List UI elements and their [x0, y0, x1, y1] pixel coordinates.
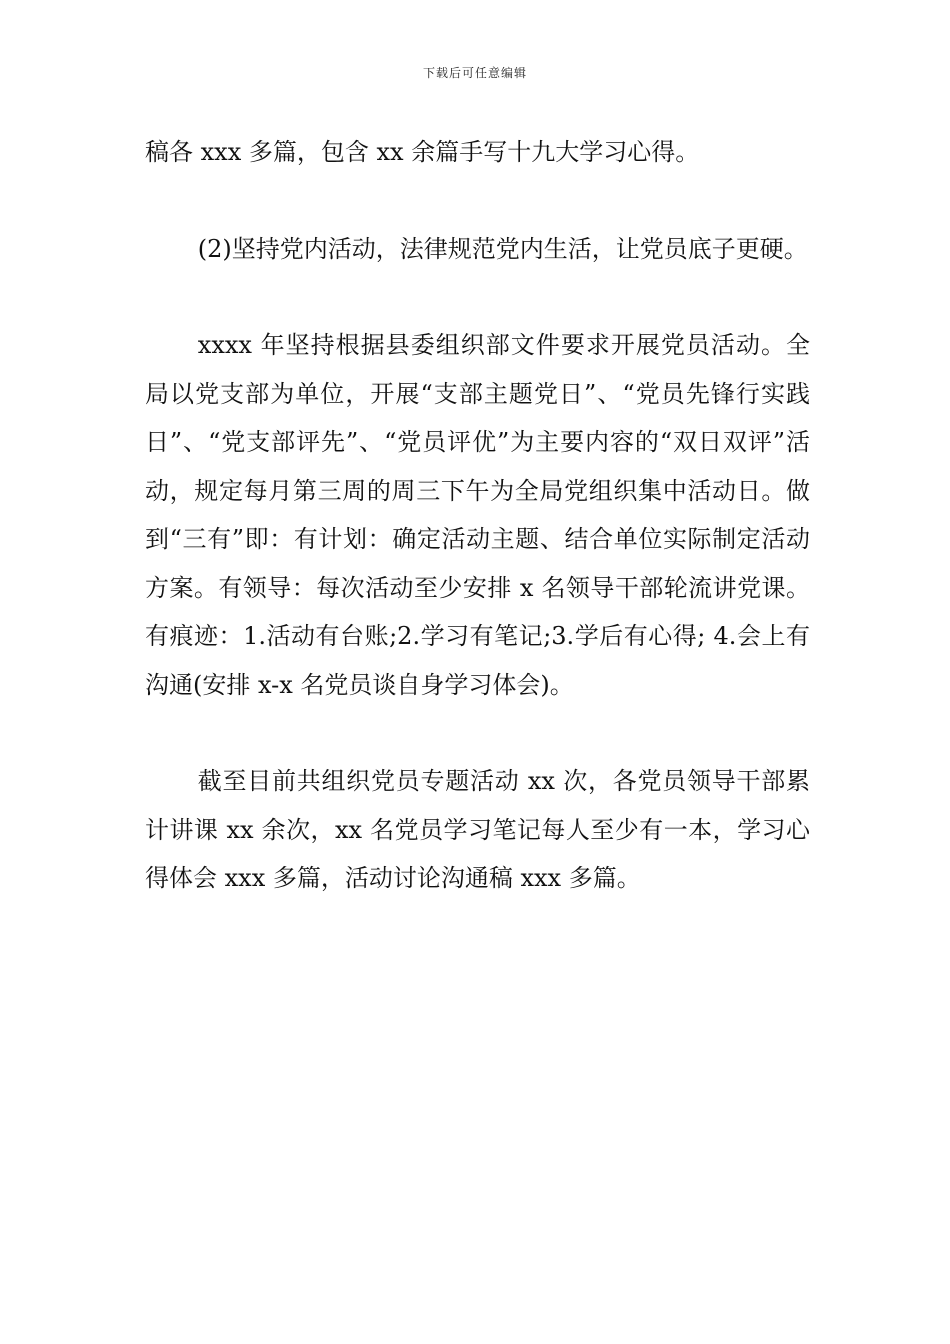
paragraph-activities: xxxx 年坚持根据县委组织部文件要求开展党员活动。全局以党支部为单位，开展“支部主题党日”、“党员先锋行实践日”、“党支部评先”、“党员评优”为主要内容的“双日双评”活动，规定每月第三周的周三下午为全局党组织集中活动日。做到“三有”即：有计划：确定活动主题、结合单位实际制定活动方案。有领导：每次活动至少安排 x 名领导干部轮流讲党课。有痕迹：1.活动有台账;2.学习有笔记;3.学后有心得; 4.会上有沟通(安排 x-x 名党员谈自身学习体会)。 — [145, 331, 810, 699]
page-header: 下载后可任意编辑 — [422, 66, 527, 80]
paragraph-summary: 截至目前共组织党员专题活动 xx 次，各党员领导干部累计讲课 xx 余次，xx 名党员学习笔记每人至少有一本，学习心得体会 xxx 多篇，活动讨论沟通稿 xxx 多篇。 — [145, 767, 810, 892]
paragraph-continuation: 稿各 xxx 多篇，包含 xx 余篇手写十九大学习心得。 — [145, 138, 700, 166]
paragraph-section-2-heading: (2)坚持党内活动，法律规范党内生活，让党员底子更硬。 — [197, 234, 808, 263]
document-body — [145, 128, 810, 903]
